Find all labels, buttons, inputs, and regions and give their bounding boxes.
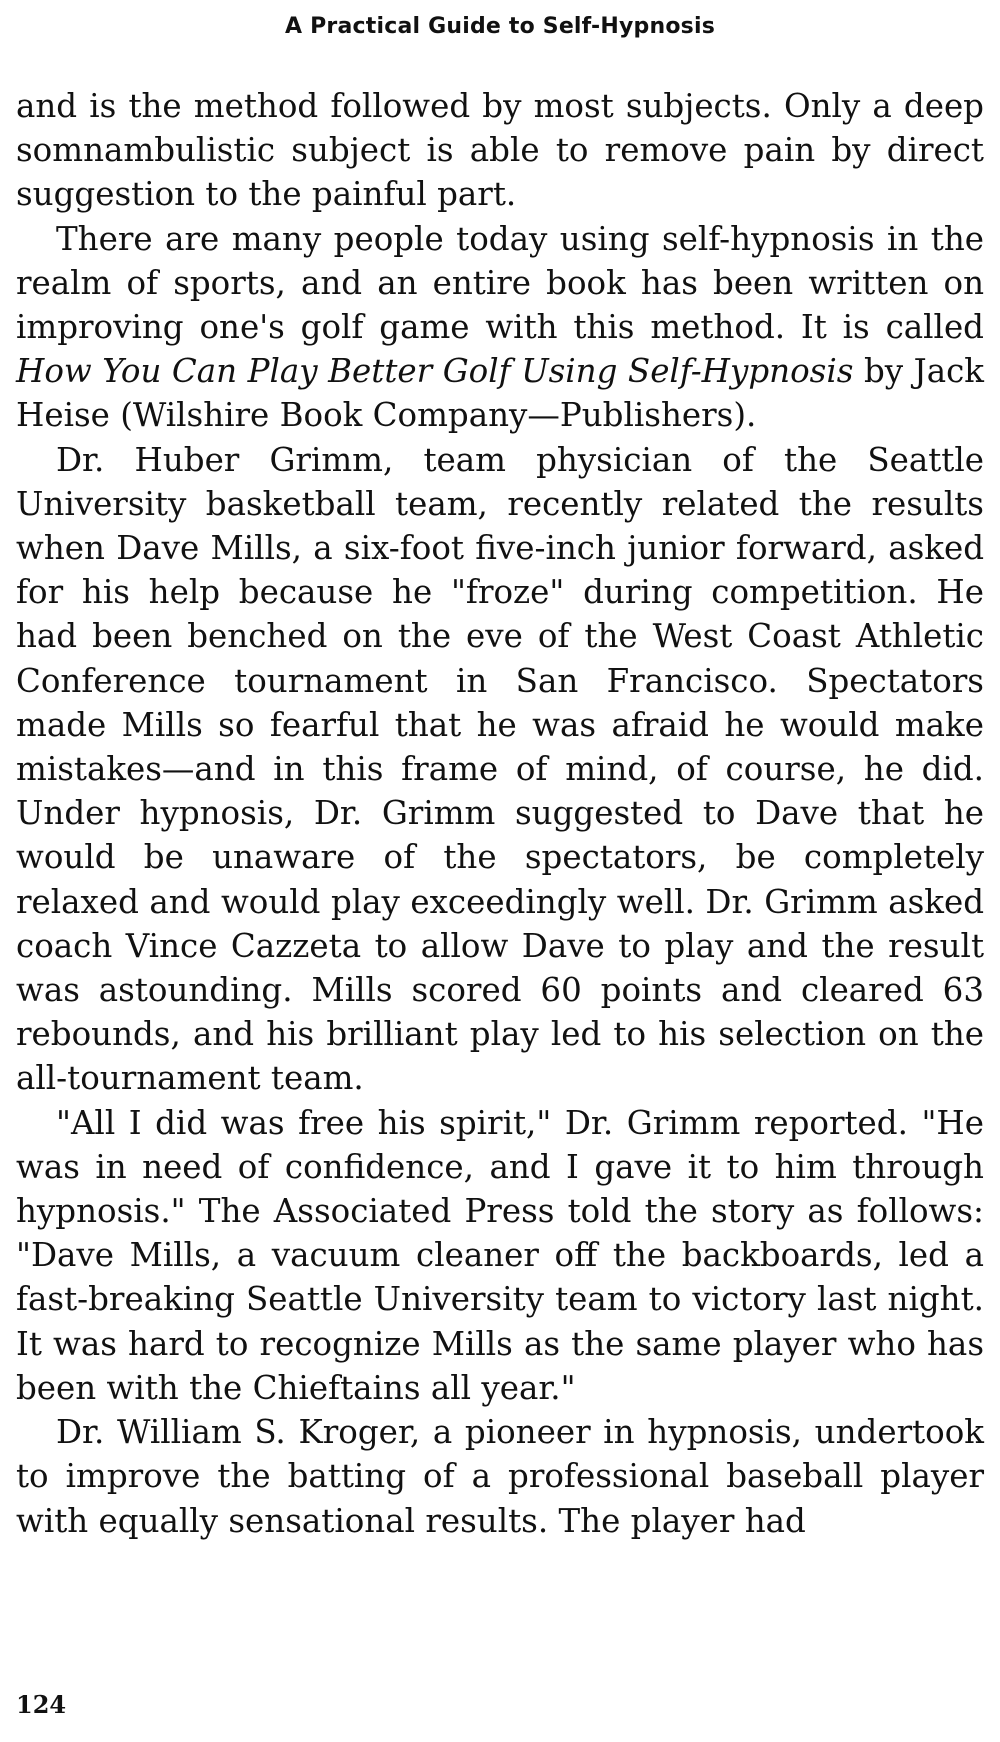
book-title-italic: How You Can Play Better Golf Using Self-Hypnosis <box>16 352 854 391</box>
paragraph-2-text-end: by Jack Heise (Wilshire Book Company—Publishers). <box>16 352 984 435</box>
running-head: A Practical Guide to Self-Hypnosis <box>285 14 715 39</box>
paragraph-4: "All I did was free his spirit," Dr. Grimm reported. "He was in need of confidence, and I gave it to him through hypnosis." The Associated Press told the story as follows: "Dave Mills, a vacuum cleaner off the backboards, led a fast-breaking Seattle University team to victory last night. It was hard to recognize Mills as the same player who has been with the Chieftains all year." <box>16 1103 984 1407</box>
paragraph-3: Dr. Huber Grimm, team physician of the Seattle University basketball team, recently related the results when Dave Mills, a six-foot five-inch junior forward, asked for his help because he "froze" during competition. He had been benched on the eve of the West Coast Athletic Conference tournament in San Francisco. Spectators made Mills so fearful that he was afraid he would make mistakes—and in this frame of mind, of course, he did. Under hypnosis, Dr. Grimm suggested to Dave that he would be unaware of the spectators, be completely relaxed and would play exceedingly well. Dr. Grimm asked coach Vince Cazzeta to allow Dave to play and the result was astounding. Mills scored 60 points and cleared 63 rebounds, and his brilliant play led to his selection on the all-tournament team. <box>16 440 984 1098</box>
page-number: 124 <box>16 1690 67 1719</box>
body-text <box>16 84 984 1543</box>
paragraph-2-text-start: There are many people today using self-hypnosis in the realm of sports, and an entire book has been written on improving one's golf game with this method. It is called <box>16 219 984 347</box>
paragraph-5: Dr. William S. Kroger, a pioneer in hypnosis, undertook to improve the batting of a professional baseball player with equally sensational results. The player had <box>16 1413 984 1540</box>
paragraph-2 <box>16 217 984 438</box>
paragraph-1: and is the method followed by most subjects. Only a deep somnambulistic subject is able to remove pain by direct suggestion to the painful part. <box>16 87 984 214</box>
